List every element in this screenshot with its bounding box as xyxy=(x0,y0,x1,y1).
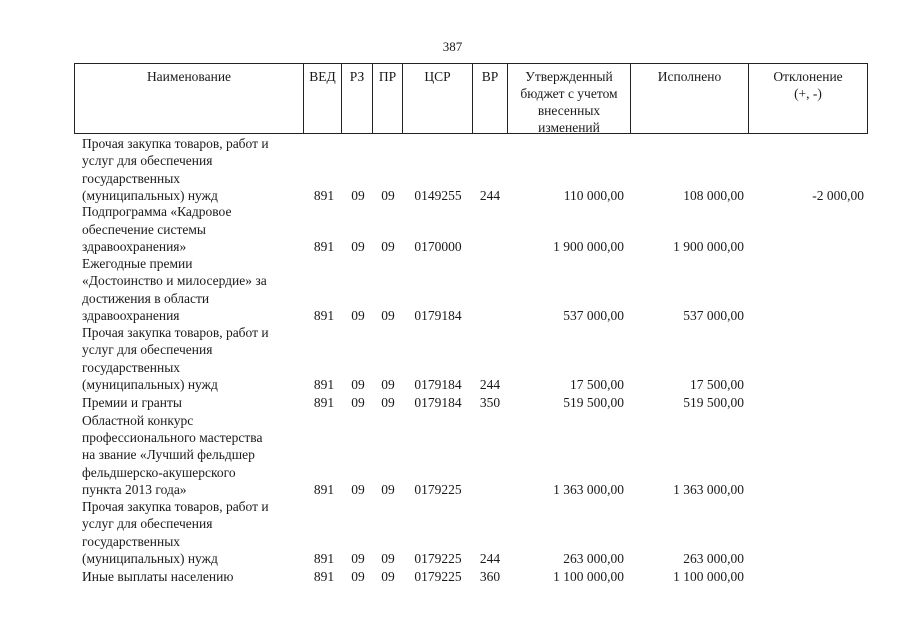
row-done: 1 363 000,00 xyxy=(673,481,744,497)
row-ved: 891 xyxy=(313,568,335,584)
row-budget: 17 500,00 xyxy=(570,376,624,392)
row-name: Подпрограмма «Кадровое обеспечение системы здравоохранения» xyxy=(82,204,232,254)
header-name: Наименование xyxy=(75,64,304,133)
row-budget: 1 900 000,00 xyxy=(553,238,624,254)
row-ved: 891 xyxy=(313,481,335,497)
row-pr: 09 xyxy=(381,376,395,392)
row-budget: 519 500,00 xyxy=(563,394,624,410)
row-done: 108 000,00 xyxy=(683,187,744,203)
row-ved: 891 xyxy=(313,394,335,410)
row-csr: 0170000 xyxy=(414,238,462,254)
row-csr: 0179225 xyxy=(414,481,462,497)
row-done: 519 500,00 xyxy=(683,394,744,410)
row-pr: 09 xyxy=(381,550,395,566)
row-done: 17 500,00 xyxy=(690,376,744,392)
row-vr: 244 xyxy=(479,187,501,203)
row-vr: 360 xyxy=(479,568,501,584)
row-pr: 09 xyxy=(381,568,395,584)
row-done: 1 900 000,00 xyxy=(673,238,744,254)
row-name: Прочая закупка товаров, работ и услуг для обеспечения государственных (муниципальных) нужд xyxy=(82,325,269,392)
row-pr: 09 xyxy=(381,394,395,410)
row-csr: 0179225 xyxy=(414,568,462,584)
row-name: Премии и гранты xyxy=(82,394,182,410)
row-ved: 891 xyxy=(313,187,335,203)
row-rz: 09 xyxy=(351,307,365,323)
row-pr: 09 xyxy=(381,481,395,497)
row-pr: 09 xyxy=(381,238,395,254)
row-name: Иные выплаты населению xyxy=(82,568,234,584)
row-budget: 1 100 000,00 xyxy=(553,568,624,584)
row-budget: 1 363 000,00 xyxy=(553,481,624,497)
header-pr: ПР xyxy=(373,64,403,133)
row-done: 263 000,00 xyxy=(683,550,744,566)
row-csr: 0179225 xyxy=(414,550,462,566)
row-rz: 09 xyxy=(351,550,365,566)
header-done: Исполнено xyxy=(631,64,749,133)
header-csr: ЦСР xyxy=(403,64,473,133)
row-ved: 891 xyxy=(313,238,335,254)
header-vr: ВР xyxy=(473,64,508,133)
row-deviation: -2 000,00 xyxy=(812,187,864,203)
row-name: Прочая закупка товаров, работ и услуг для обеспечения государственных (муниципальных) нужд xyxy=(82,136,269,203)
row-pr: 09 xyxy=(381,307,395,323)
row-rz: 09 xyxy=(351,238,365,254)
row-csr: 0149255 xyxy=(414,187,462,203)
row-budget: 110 000,00 xyxy=(563,187,624,203)
row-pr: 09 xyxy=(381,187,395,203)
row-csr: 0179184 xyxy=(414,394,462,410)
row-ved: 891 xyxy=(313,307,335,323)
row-rz: 09 xyxy=(351,376,365,392)
header-rz: РЗ xyxy=(342,64,373,133)
row-name: Областной конкурс профессионального мастерства на звание «Лучший фельдшер фельдшерско-акушерского пункта 2013 года» xyxy=(82,412,263,497)
row-name: Прочая закупка товаров, работ и услуг для обеспечения государственных (муниципальных) нужд xyxy=(82,499,269,566)
header-ved: ВЕД xyxy=(304,64,342,133)
row-csr: 0179184 xyxy=(414,307,462,323)
row-budget: 263 000,00 xyxy=(563,550,624,566)
row-rz: 09 xyxy=(351,568,365,584)
row-rz: 09 xyxy=(351,187,365,203)
row-name: Ежегодные премии «Достоинство и милосердие» за достижения в области здравоохранения xyxy=(82,256,267,323)
header-deviation: Отклонение (+, -) xyxy=(773,69,843,101)
row-ved: 891 xyxy=(313,376,335,392)
page-number: 387 xyxy=(442,39,463,54)
row-ved: 891 xyxy=(313,550,335,566)
row-budget: 537 000,00 xyxy=(563,307,624,323)
header-budget: Утвержденный бюджет с учетом внесенных изменений xyxy=(508,64,631,133)
row-rz: 09 xyxy=(351,481,365,497)
row-vr: 244 xyxy=(479,376,501,392)
row-done: 537 000,00 xyxy=(683,307,744,323)
row-rz: 09 xyxy=(351,394,365,410)
row-csr: 0179184 xyxy=(414,376,462,392)
row-done: 1 100 000,00 xyxy=(673,568,744,584)
row-vr: 350 xyxy=(479,394,501,410)
row-vr: 244 xyxy=(479,550,501,566)
